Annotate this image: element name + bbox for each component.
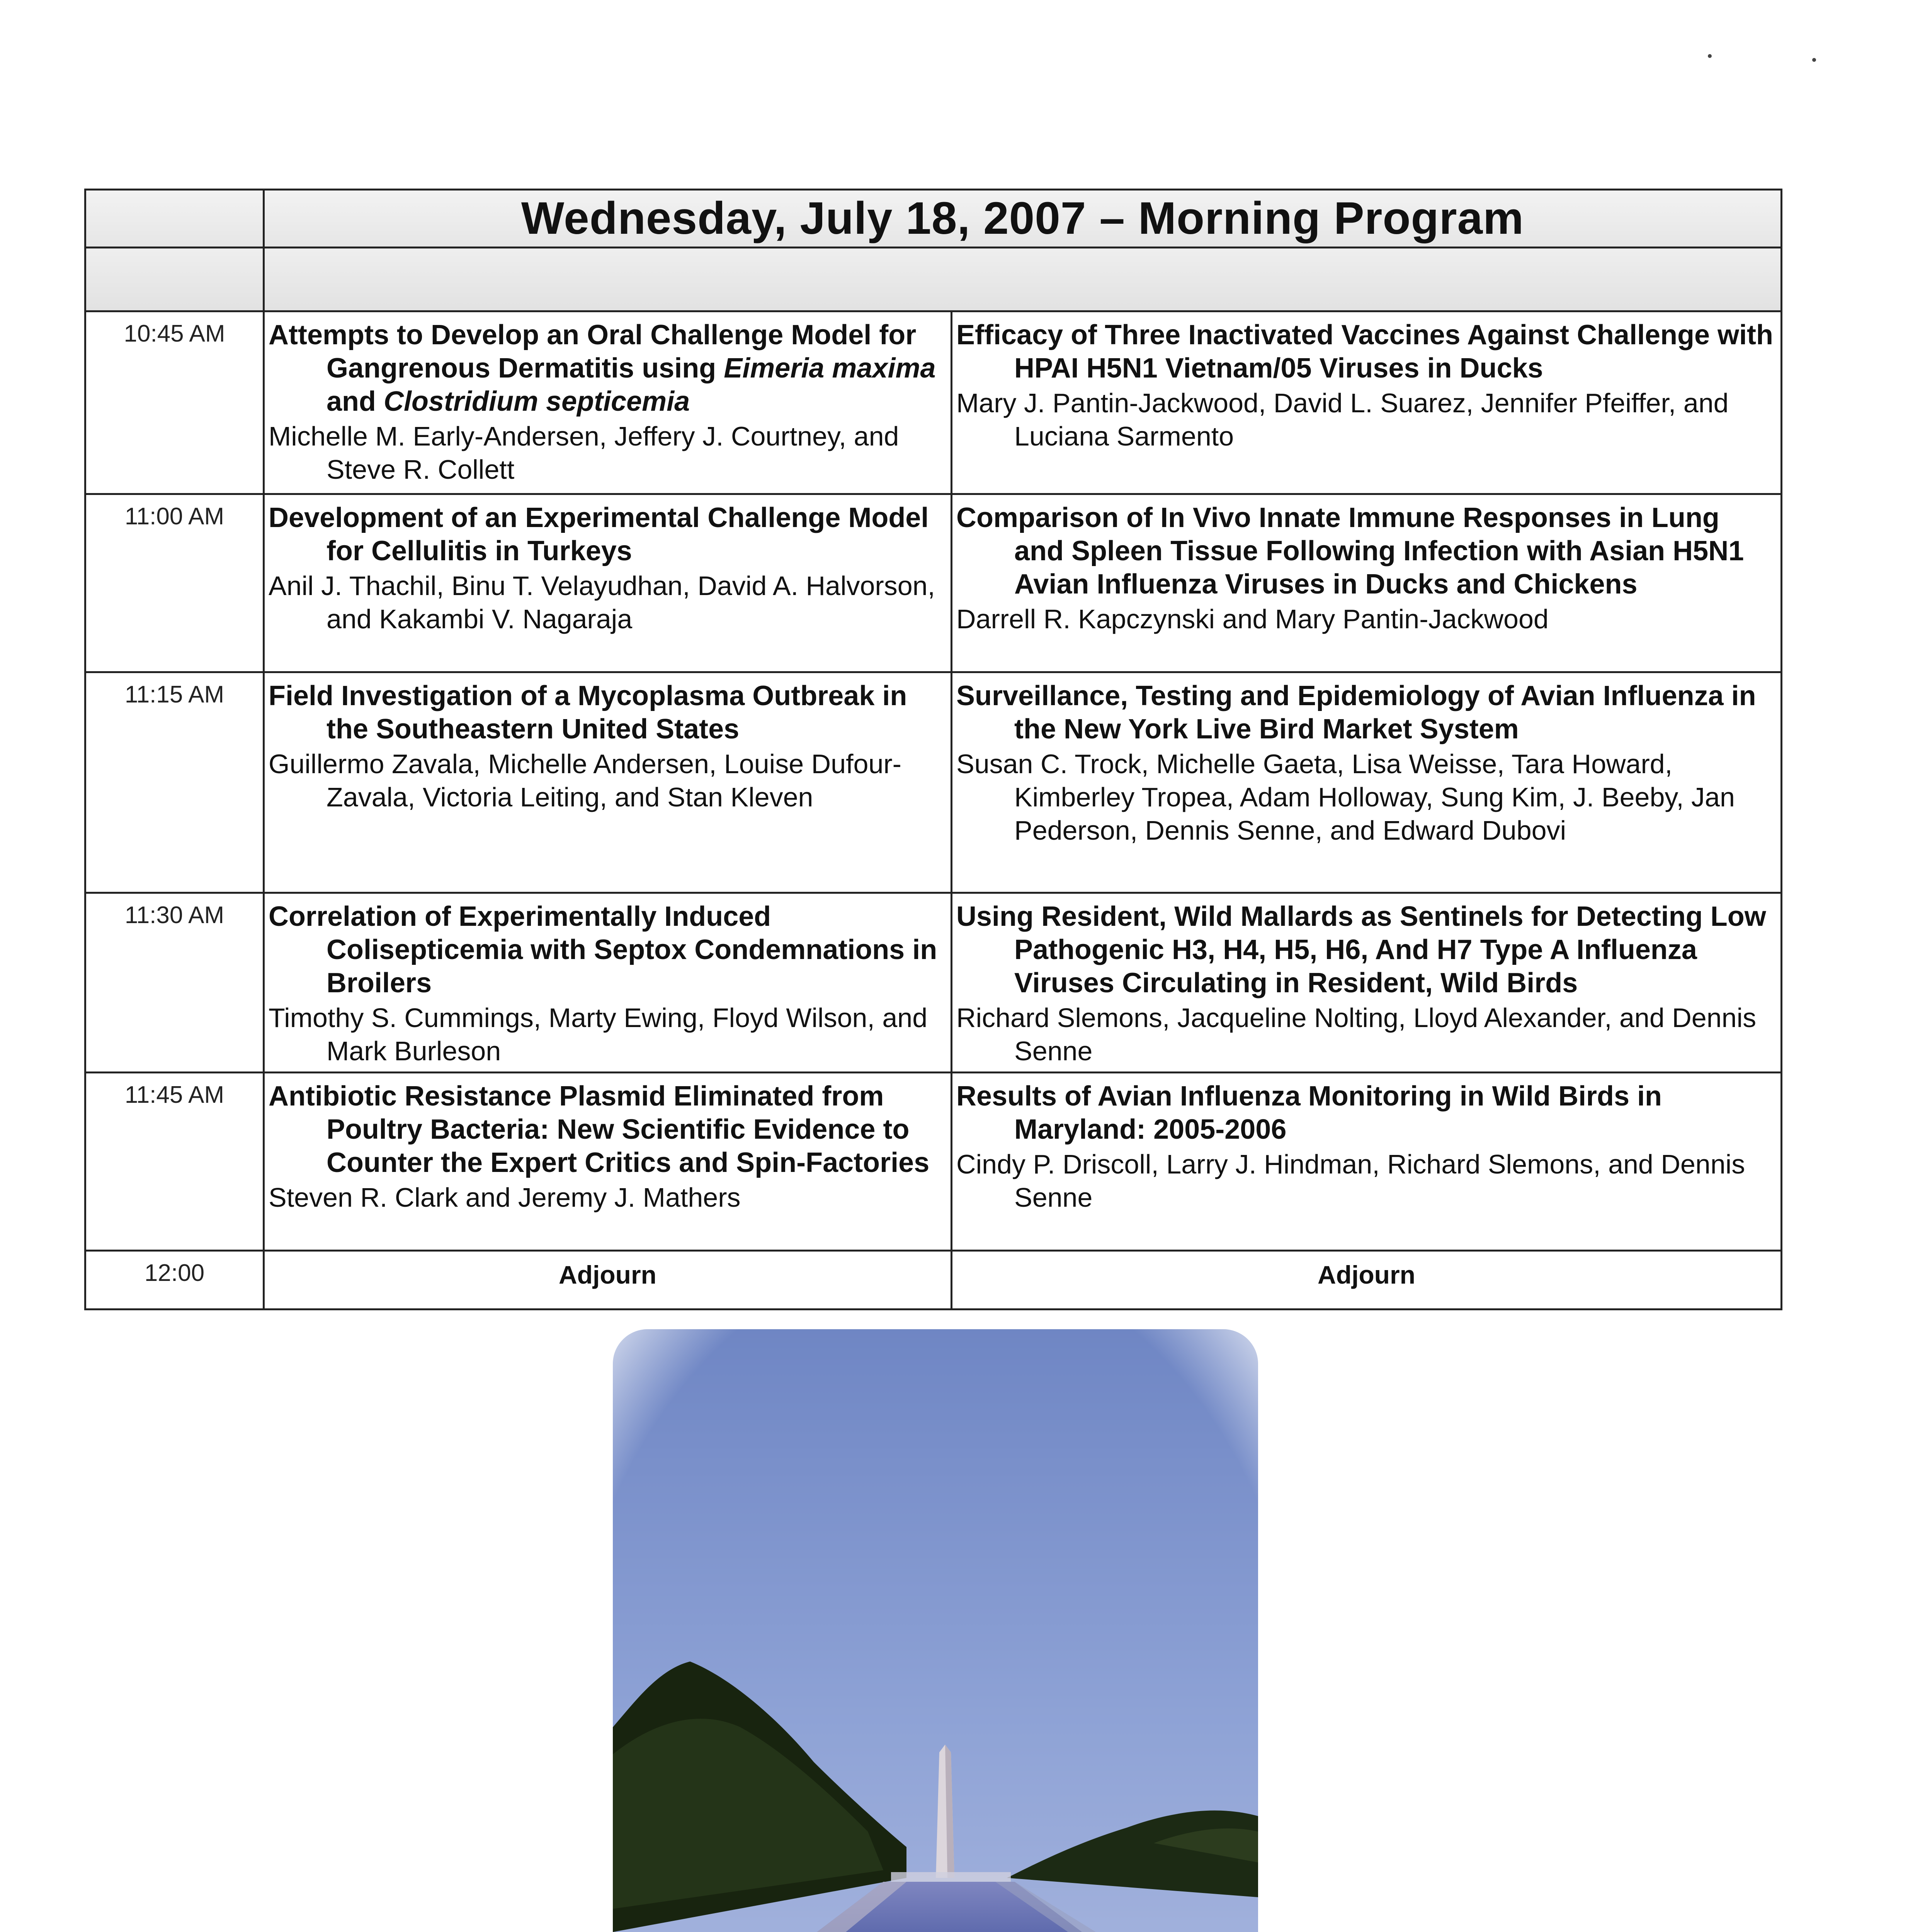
talk-title: Antibiotic Resistance Plasmid Eliminated from Poultry Bacteria: New Scientific Evidence to Counter the Expert Critics and Spin-Factories (269, 1081, 930, 1178)
session-row (85, 1073, 1782, 1251)
session-time: 11:30 AM (85, 893, 264, 1073)
header-blank-cell (264, 248, 1782, 311)
header-blank-cell (85, 248, 264, 311)
talk-cell-a (264, 1073, 952, 1251)
talk-title: Correlation of Experimentally Induced Colisepticemia with Septox Condemnations in Broilers (269, 901, 937, 998)
talk-cell-b (952, 311, 1782, 494)
talk-cell-a (264, 311, 952, 494)
session-time: 11:45 AM (85, 1073, 264, 1251)
talk-cell-b (952, 893, 1782, 1073)
talk-authors: Cindy P. Driscoll, Larry J. Hindman, Richard Slemons, and Dennis Senne (956, 1149, 1745, 1213)
talk-authors: Susan C. Trock, Michelle Gaeta, Lisa Weisse, Tara Howard, Kimberley Tropea, Adam Holloway, Sung Kim, J. Beeby, Jan Pederson, Dennis Senne, and Edward Dubovi (956, 749, 1735, 845)
talk-cell-b (952, 494, 1782, 672)
talk-title: Comparison of In Vivo Innate Immune Responses in Lung and Spleen Tissue Following Infection with Asian H5N1 Avian Influenza Viruses in Ducks and Chickens (956, 502, 1744, 600)
scan-speck (1708, 54, 1712, 58)
session-time: 12:00 (85, 1251, 264, 1310)
session-time: 10:45 AM (85, 311, 264, 494)
talk-title: Surveillance, Testing and Epidemiology of Avian Influenza in the New York Live Bird Market System (956, 680, 1756, 745)
talk-authors: Anil J. Thachil, Binu T. Velayudhan, David A. Halvorson, and Kakambi V. Nagaraja (269, 571, 935, 634)
talk-cell-b (952, 1073, 1782, 1251)
session-row (85, 1251, 1782, 1310)
talk-cell-b (952, 672, 1782, 893)
talk-authors: Guillermo Zavala, Michelle Andersen, Louise Dufour-Zavala, Victoria Leiting, and Stan Kleven (269, 749, 901, 812)
talk-authors: Timothy S. Cummings, Marty Ewing, Floyd Wilson, and Mark Burleson (269, 1003, 928, 1066)
talk-title: Attempts to Develop an Oral Challenge Model for Gangrenous Dermatitis using Eimeria maxima and Clostridium septicemia (269, 320, 936, 417)
talk-cell-a (264, 672, 952, 893)
session-row (85, 494, 1782, 672)
talk-title: Using Resident, Wild Mallards as Sentinels for Detecting Low Pathogenic H3, H4, H5, H6, And H7 Type A Influenza Viruses Circulating in Resident, Wild Birds (956, 901, 1766, 998)
session-row (85, 893, 1782, 1073)
session-row (85, 311, 1782, 494)
scan-speck (1812, 58, 1816, 62)
session-time: 11:00 AM (85, 494, 264, 672)
session-time: 11:15 AM (85, 672, 264, 893)
washington-monument-photo (613, 1329, 1258, 1932)
program-table (84, 189, 1782, 1310)
talk-authors: Richard Slemons, Jacqueline Nolting, Lloyd Alexander, and Dennis Senne (956, 1003, 1757, 1066)
talk-authors: Steven R. Clark and Jeremy J. Mathers (269, 1182, 741, 1213)
adjourn-label: Adjourn (952, 1251, 1782, 1310)
program-title: Wednesday, July 18, 2007 – Morning Program (521, 193, 1524, 244)
talk-cell-a (264, 494, 952, 672)
adjourn-label: Adjourn (264, 1251, 952, 1310)
talk-title: Development of an Experimental Challenge Model for Cellulitis in Turkeys (269, 502, 929, 566)
talk-title: Field Investigation of a Mycoplasma Outbreak in the Southeastern United States (269, 680, 907, 745)
talk-authors: Darrell R. Kapczynski and Mary Pantin-Jackwood (956, 604, 1549, 634)
program-title-cell (264, 190, 1782, 248)
header-blank-cell (85, 190, 264, 248)
session-row (85, 672, 1782, 893)
talk-title: Results of Avian Influenza Monitoring in Wild Birds in Maryland: 2005-2006 (956, 1081, 1662, 1145)
talk-authors: Michelle M. Early-Andersen, Jeffery J. Courtney, and Steve R. Collett (269, 421, 899, 485)
talk-title: Efficacy of Three Inactivated Vaccines Against Challenge with HPAI H5N1 Vietnam/05 Viruses in Ducks (956, 320, 1773, 384)
talk-authors: Mary J. Pantin-Jackwood, David L. Suarez, Jennifer Pfeiffer, and Luciana Sarmento (956, 388, 1729, 451)
talk-cell-a (264, 893, 952, 1073)
